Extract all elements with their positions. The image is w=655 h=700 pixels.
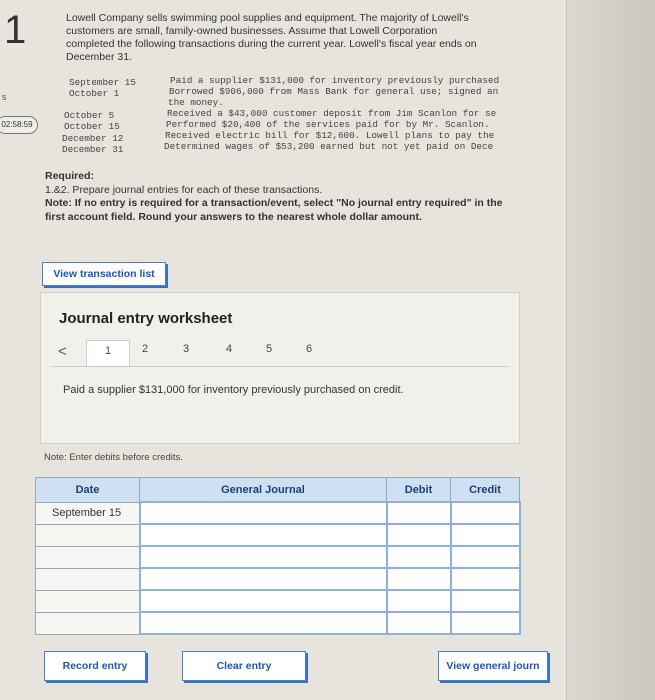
debit-input[interactable] (387, 612, 451, 634)
date-cell (36, 590, 140, 612)
clear-entry-button[interactable]: Clear entry (182, 651, 306, 681)
account-input[interactable] (140, 502, 387, 524)
date-cell (36, 524, 140, 546)
view-general-journal-button[interactable]: View general journ (438, 651, 548, 681)
credit-input[interactable] (451, 502, 520, 524)
transaction-text: Determined wages of $53,200 earned but not yet paid on Dece (164, 141, 494, 152)
journal-header-row (36, 478, 520, 503)
debit-header: Debit (387, 478, 451, 503)
transaction-date: October 15 (64, 121, 120, 132)
problem-intro: Lowell Company sells swimming pool supplies and equipment. The majority of Lowell's customers are small, family-owned businesses. Assume that Lowell Corporation completed the following transactions during the current year. Lowell's fiscal year ends on December 31. (66, 12, 477, 63)
general-journal-header: General Journal (140, 478, 387, 503)
journal-row (36, 568, 520, 590)
journal-table (35, 477, 521, 635)
credit-header: Credit (451, 478, 520, 503)
tab-divider (51, 366, 509, 367)
account-input[interactable] (140, 568, 387, 590)
credit-input[interactable] (451, 546, 520, 568)
date-cell: September 15 (36, 502, 140, 524)
debit-input[interactable] (387, 546, 451, 568)
journal-row (36, 546, 520, 568)
debits-note: Note: Enter debits before credits. (44, 452, 183, 463)
view-transaction-list-button[interactable]: View transaction list (42, 262, 166, 286)
journal-row (36, 524, 520, 546)
required-instruction: 1.&2. Prepare journal entries for each of these transactions. (45, 183, 323, 196)
tab-1[interactable]: 1 (86, 340, 130, 367)
record-entry-button[interactable]: Record entry (44, 651, 146, 681)
journal-row (36, 502, 520, 524)
background-edge (566, 0, 655, 700)
transaction-date: October 1 (69, 88, 120, 99)
transaction-date: September 15 (69, 77, 136, 88)
transaction-date: December 31 (62, 144, 124, 155)
transaction-text: Paid a supplier $131,000 for inventory previously purchased (170, 75, 500, 86)
timer-badge: 02:58:59 (0, 116, 38, 134)
transaction-text: the money. (168, 97, 224, 108)
required-heading: Required: (45, 170, 95, 182)
credit-input[interactable] (451, 590, 520, 612)
credit-input[interactable] (451, 612, 520, 634)
credit-input[interactable] (451, 524, 520, 546)
transaction-text: Borrowed $906,000 from Mass Bank for general use; signed an (169, 86, 499, 97)
journal-row (36, 590, 520, 612)
transaction-text: Received electric bill for $12,600. Lowell plans to pay the (165, 130, 495, 141)
account-input[interactable] (140, 546, 387, 568)
required-section (45, 170, 515, 224)
chevron-left-icon[interactable]: < (58, 343, 67, 360)
transaction-date: October 5 (64, 110, 115, 121)
debit-input[interactable] (387, 568, 451, 590)
account-input[interactable] (140, 590, 387, 612)
transaction-date: December 12 (62, 133, 124, 144)
tab-3[interactable]: 3 (182, 343, 190, 355)
tab-4[interactable]: 4 (225, 343, 233, 355)
transaction-text: Performed $20,400 of the services paid for by Mr. Scanlon. (166, 119, 490, 130)
question-number: 1 (4, 8, 27, 52)
tab-2[interactable]: 2 (141, 343, 149, 355)
debit-input[interactable] (387, 524, 451, 546)
date-header: Date (36, 478, 140, 503)
journal-entry-worksheet (40, 292, 520, 444)
date-cell (36, 612, 140, 634)
credit-input[interactable] (451, 568, 520, 590)
journal-row (36, 612, 520, 634)
side-marker: s (2, 92, 7, 102)
tab-5[interactable]: 5 (265, 343, 273, 355)
date-cell (36, 568, 140, 590)
account-input[interactable] (140, 524, 387, 546)
required-note: Note: If no entry is required for a transaction/event, select "No journal entry required" in the first account field. Round your answers to the nearest whole dollar amount. (45, 197, 503, 223)
transaction-text: Received a $43,000 customer deposit from Jim Scanlon for se (167, 108, 497, 119)
debit-input[interactable] (387, 502, 451, 524)
tab-6[interactable]: 6 (305, 343, 313, 355)
debit-input[interactable] (387, 590, 451, 612)
date-cell (36, 546, 140, 568)
account-input[interactable] (140, 612, 387, 634)
worksheet-title: Journal entry worksheet (59, 310, 233, 327)
transaction-description: Paid a supplier $131,000 for inventory previously purchased on credit. (63, 384, 404, 396)
